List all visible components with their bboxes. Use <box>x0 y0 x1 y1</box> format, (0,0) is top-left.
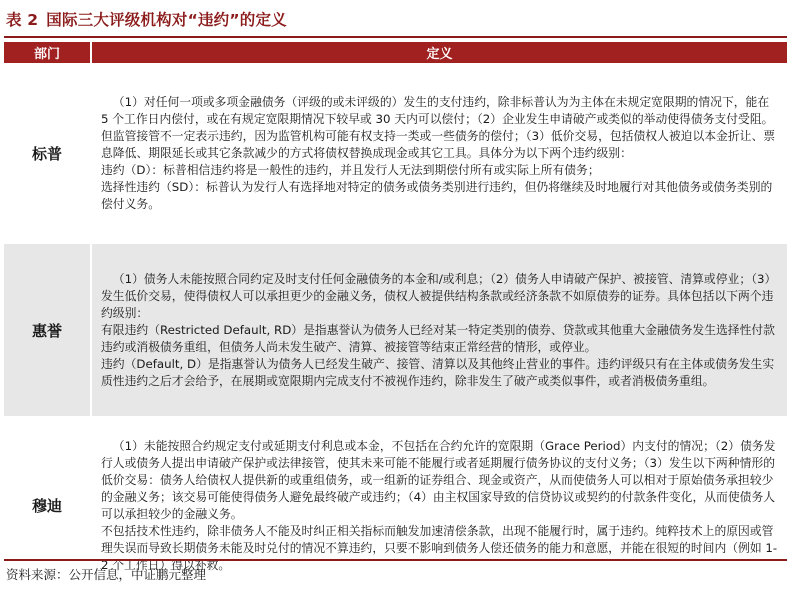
header-dept: 部门 <box>4 42 91 63</box>
source-note: 资料来源：公开信息，中证鹏元整理 <box>6 567 207 582</box>
definition-paragraph: 违约（Default, D）是指惠誉认为债务人已经发生破产、接管、清算以及其他终止营业的事件。违约评级只有在主体或债务发生实质性违约之后才会给予，在展期或宽限期内完成支付不被视作违约，除非发生了破产或类似事件，或者消极债务重组。 <box>101 356 775 388</box>
definition-paragraph: 有限违约（Restricted Default, RD）是指惠誉认为债务人已经对某一特定类别的债券、贷款或其他重大金融债务发生选择性付款违约或消极债务重组，但债务人尚未发生破产、清算、被接管等结束正常经营的情形，或停业。 <box>101 322 775 354</box>
dept-cell: 标普 <box>4 63 91 244</box>
definition-paragraph: 违约（D）：标普相信违约将是一般性的违约，并且发行人无法到期偿付所有或实际上所有债务； <box>101 163 600 177</box>
definition-paragraph: 不包括技术性违约，除非债务人不能及时纠正相关指标而触发加速清偿条款，出现不能履行时，属于违约。纯粹技术上的原因或管理失误而导致长期债务未能及时兑付的情况不算违约，只要不影响到债务人偿还债务的能力和意愿，并能在很短的时间内（例如 1-2 个工作日）得以补救。 <box>101 523 778 572</box>
definition-cell <box>91 244 787 416</box>
table-title <box>6 8 287 32</box>
table-bottom-rule <box>4 559 787 561</box>
dept-cell: 惠誉 <box>4 244 91 416</box>
title-rule <box>4 36 787 38</box>
table-caption: 国际三大评级机构对“违约”的定义 <box>46 11 287 29</box>
definition-paragraph: 选择性违约（SD）：标普认为发行人有选择地对特定的债务或债务类别进行违约，但仍将继续及时地履行对其他债务或债务类别的偿付义务。 <box>101 180 773 211</box>
table-header-row <box>4 42 787 63</box>
default-definition-table <box>4 42 787 595</box>
table-number: 表 2 <box>6 11 39 29</box>
definition-paragraph: （1）对任何一项或多项金融债务（评级的或未评级的）发生的支付违约，除非标普认为为主体在未规定宽限期的情况下，能在 5 个工作日内偿付，或在有规定宽限期情况下较早或 30 天内可以偿付；（2）企业发生申请破产或类似的举动使得债务支付受阻。但监管接管不一定表示违约，因为监管机构可能有权支持一类或一些债务的偿付；（3）低价交易，包括债权人被迫以本金折让、票息降低、期限延长或其它条款减少的方式将债权替换成现金或其它工具。具体分为以下两个违约级别： <box>101 95 776 160</box>
table-row <box>4 244 787 416</box>
header-definition: 定义 <box>91 42 787 63</box>
definition-paragraph: （1）未能按照合约规定支付或延期支付利息或本金，不包括在合约允许的宽限期（Grace Period）内支付的情况；（2）债务发行人或债务人提出申请破产保护或法律接管，使其未来可能不能履行或者延期履行债务协议的支付义务；（3）发生以下两种情形的低价交易：债务人给债权人提供新的或重组债务，或一组新的证券组合、现金或资产，从而使债务人可以相对于原始债务承担较少的金融义务；该交易可能使得债务人避免最终破产或违约；（4）由主权国家导致的信贷协议或契约的付款条件变化，从而使债务人可以承担较少的金融义务。 <box>101 438 776 521</box>
table-row <box>4 63 787 244</box>
definition-paragraph: （1）债务人未能按照合同约定及时支付任何金融债务的本金和/或利息；（2）债务人申请破产保护、被接管、清算或停业；（3）发生低价交易，使得债权人可以承担更少的金融义务，债权人被提供结构条款或经济条款不如原债券的证券。具体包括以下两个违约级别： <box>101 271 777 320</box>
dept-cell: 穆迪 <box>4 416 91 595</box>
definition-cell <box>91 63 787 244</box>
